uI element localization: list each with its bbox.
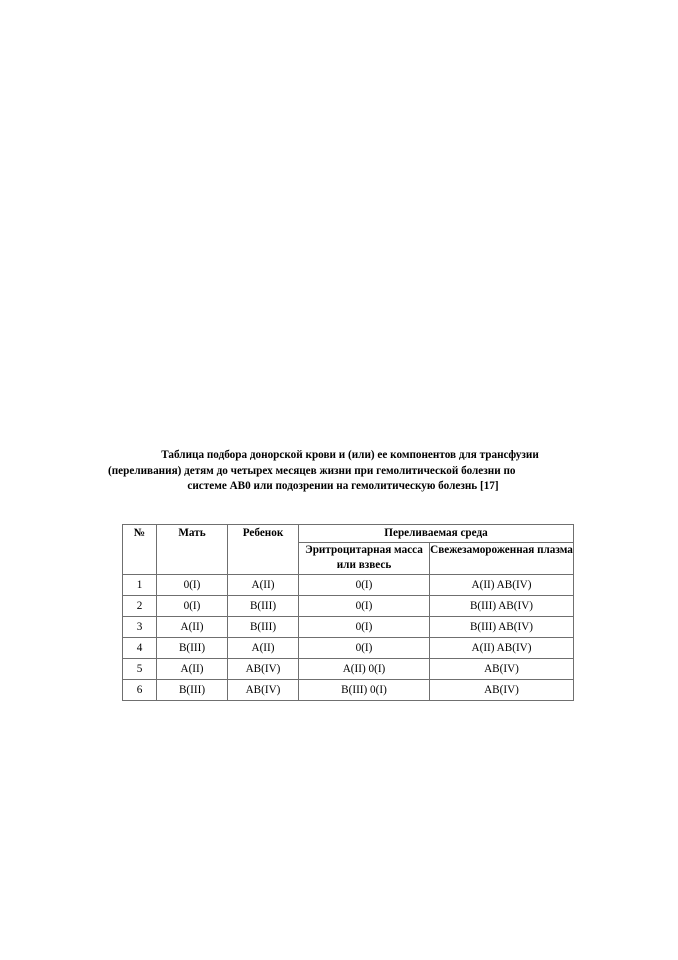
cell-number: 4 bbox=[123, 638, 157, 659]
cell-number: 2 bbox=[123, 596, 157, 617]
table-row bbox=[123, 680, 574, 701]
cell-rbc: 0(I) bbox=[299, 617, 430, 638]
cell-plasma: B(III) AB(IV) bbox=[430, 617, 574, 638]
cell-child: B(III) bbox=[228, 617, 299, 638]
table-row bbox=[123, 575, 574, 596]
cell-plasma: B(III) AB(IV) bbox=[430, 596, 574, 617]
cell-rbc: 0(I) bbox=[299, 596, 430, 617]
table-row bbox=[123, 659, 574, 680]
cell-rbc: 0(I) bbox=[299, 638, 430, 659]
blood-compatibility-table bbox=[122, 524, 574, 701]
table-row bbox=[123, 596, 574, 617]
cell-mother: B(III) bbox=[157, 680, 228, 701]
cell-mother: 0(I) bbox=[157, 575, 228, 596]
caption-line-3: системе АВ0 или подозрении на гемолитическую болезнь [17] bbox=[187, 480, 499, 492]
cell-plasma: AB(IV) bbox=[430, 659, 574, 680]
cell-number: 6 bbox=[123, 680, 157, 701]
cell-mother: A(II) bbox=[157, 659, 228, 680]
cell-child: AB(IV) bbox=[228, 680, 299, 701]
header-number: № bbox=[123, 525, 157, 575]
header-child: Ребенок bbox=[228, 525, 299, 575]
cell-child: A(II) bbox=[228, 638, 299, 659]
cell-plasma: A(II) AB(IV) bbox=[430, 638, 574, 659]
cell-rbc: A(II) 0(I) bbox=[299, 659, 430, 680]
cell-rbc: 0(I) bbox=[299, 575, 430, 596]
cell-plasma: AB(IV) bbox=[430, 680, 574, 701]
cell-child: B(III) bbox=[228, 596, 299, 617]
cell-child: A(II) bbox=[228, 575, 299, 596]
caption-line-1: Таблица подбора донорской крови и (или) ее компонентов для трансфузии bbox=[161, 449, 539, 461]
header-rbc-mass: Эритроцитарная масса или взвесь bbox=[299, 543, 430, 575]
caption-line-2: (переливания) детям до четырех месяцев жизни при гемолитической болезни по bbox=[108, 464, 516, 477]
table-row bbox=[123, 617, 574, 638]
table-row bbox=[123, 638, 574, 659]
cell-number: 3 bbox=[123, 617, 157, 638]
cell-number: 5 bbox=[123, 659, 157, 680]
cell-mother: A(II) bbox=[157, 617, 228, 638]
header-transfusion-medium: Переливаемая среда bbox=[299, 525, 574, 543]
header-fresh-frozen-plasma: Свежезамороженная плазма bbox=[430, 543, 574, 575]
cell-rbc: B(III) 0(I) bbox=[299, 680, 430, 701]
header-mother: Мать bbox=[157, 525, 228, 575]
cell-number: 1 bbox=[123, 575, 157, 596]
cell-child: AB(IV) bbox=[228, 659, 299, 680]
cell-plasma: A(II) AB(IV) bbox=[430, 575, 574, 596]
cell-mother: 0(I) bbox=[157, 596, 228, 617]
table-caption bbox=[100, 448, 586, 495]
cell-mother: B(III) bbox=[157, 638, 228, 659]
